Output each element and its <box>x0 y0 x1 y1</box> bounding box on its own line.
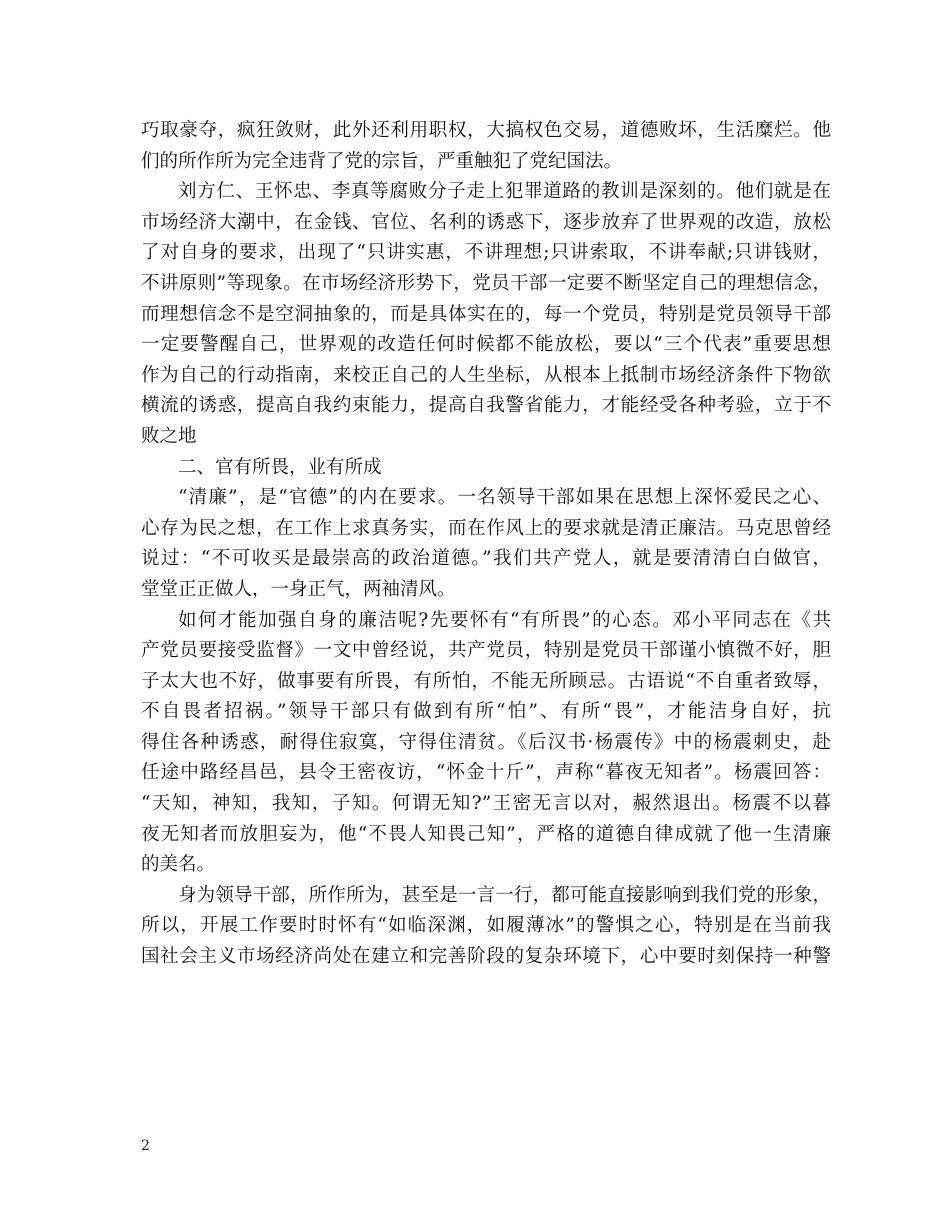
text-line: 国社会主义市场经济尚处在建立和完善阶段的复杂环境下，心中要时刻保持一种警 <box>141 946 831 968</box>
text-line: 不自畏者招祸。”领导干部只有做到有所“怕”、有所“畏”，才能洁身自好，抗 <box>141 701 831 723</box>
text-line: 二、官有所畏，业有所成 <box>178 456 382 478</box>
text-line: 横流的诱惑，提高自我约束能力，提高自我警省能力，才能经受各种考验，立于不 <box>141 395 831 417</box>
text-line: 不讲原则”等现象。在市场经济形势下，党员干部一定要不断坚定自己的理想信念， <box>141 272 831 294</box>
text-line: 而理想信念不是空洞抽象的，而是具体实在的，每一个党员，特别是党员领导干部 <box>141 303 831 325</box>
text-line: “天知，神知，我知，子知。何谓无知?”王密无言以对，赧然退出。杨震不以暮 <box>141 793 831 815</box>
document-body <box>141 116 831 973</box>
text-line: 身为领导干部，所作所为，甚至是一言一行，都可能直接影响到我们党的形象， <box>178 884 831 906</box>
text-line: 心存为民之想，在工作上求真务实，而在作风上的要求就是清正廉洁。马克思曾经 <box>141 517 831 539</box>
text-line: 所以，开展工作要时时怀有“如临深渊，如履薄冰”的警惧之心，特别是在当前我 <box>141 915 831 937</box>
text-line: “清廉”，是“官德”的内在要求。一名领导干部如果在思想上深怀爱民之心、 <box>178 487 831 509</box>
text-line: 任途中路经昌邑，县令王密夜访，“怀金十斤”，声称“暮夜无知者”。杨震回答： <box>141 762 831 784</box>
text-line: 败之地 <box>141 425 197 447</box>
text-line: 了对自身的要求，出现了“只讲实惠，不讲理想;只讲索取，不讲奉献;只讲钱财， <box>141 242 831 264</box>
text-line: 市场经济大潮中，在金钱、官位、名利的诱惑下，逐步放弃了世界观的改造，放松 <box>141 211 831 233</box>
text-line: 的美名。 <box>141 854 216 876</box>
text-line: 巧取豪夺，疯狂敛财，此外还利用职权，大搞权色交易，道德败坏，生活糜烂。他 <box>141 120 831 141</box>
text-line: 刘方仁、王怀忠、李真等腐败分子走上犯罪道路的教训是深刻的。他们就是在 <box>178 181 831 203</box>
text-line: 产党员要接受监督》一文中曾经说，共产党员，特别是党员干部谨小慎微不好，胆 <box>141 640 831 662</box>
text-line: 如何才能加强自身的廉洁呢?先要怀有“有所畏”的心态。邓小平同志在《共 <box>178 609 831 631</box>
text-line: 得住各种诱惑，耐得住寂寞，守得住清贫。《后汉书·杨震传》中的杨震刺史，赴 <box>141 731 831 753</box>
page-number: 2 <box>141 1138 150 1154</box>
text-line: 们的所作所为完全违背了党的宗旨，严重触犯了党纪国法。 <box>141 150 623 172</box>
text-line: 夜无知者而放胆妄为，他“不畏人知畏己知”，严格的道德自律成就了他一生清廉 <box>141 823 831 845</box>
text-line: 说过：“不可收买是最崇高的政治道德。”我们共产党人，就是要清清白白做官， <box>141 548 831 570</box>
text-line: 作为自己的行动指南，来校正自己的人生坐标，从根本上抵制市场经济条件下物欲 <box>141 364 831 386</box>
text-line: 子太大也不好，做事要有所畏，有所怕，不能无所顾忌。古语说“不自重者致辱， <box>141 670 831 692</box>
text-line: 堂堂正正做人，一身正气，两袖清风。 <box>141 578 456 600</box>
text-line: 一定要警醒自己，世界观的改造任何时候都不能放松，要以“三个代表”重要思想 <box>141 334 831 356</box>
